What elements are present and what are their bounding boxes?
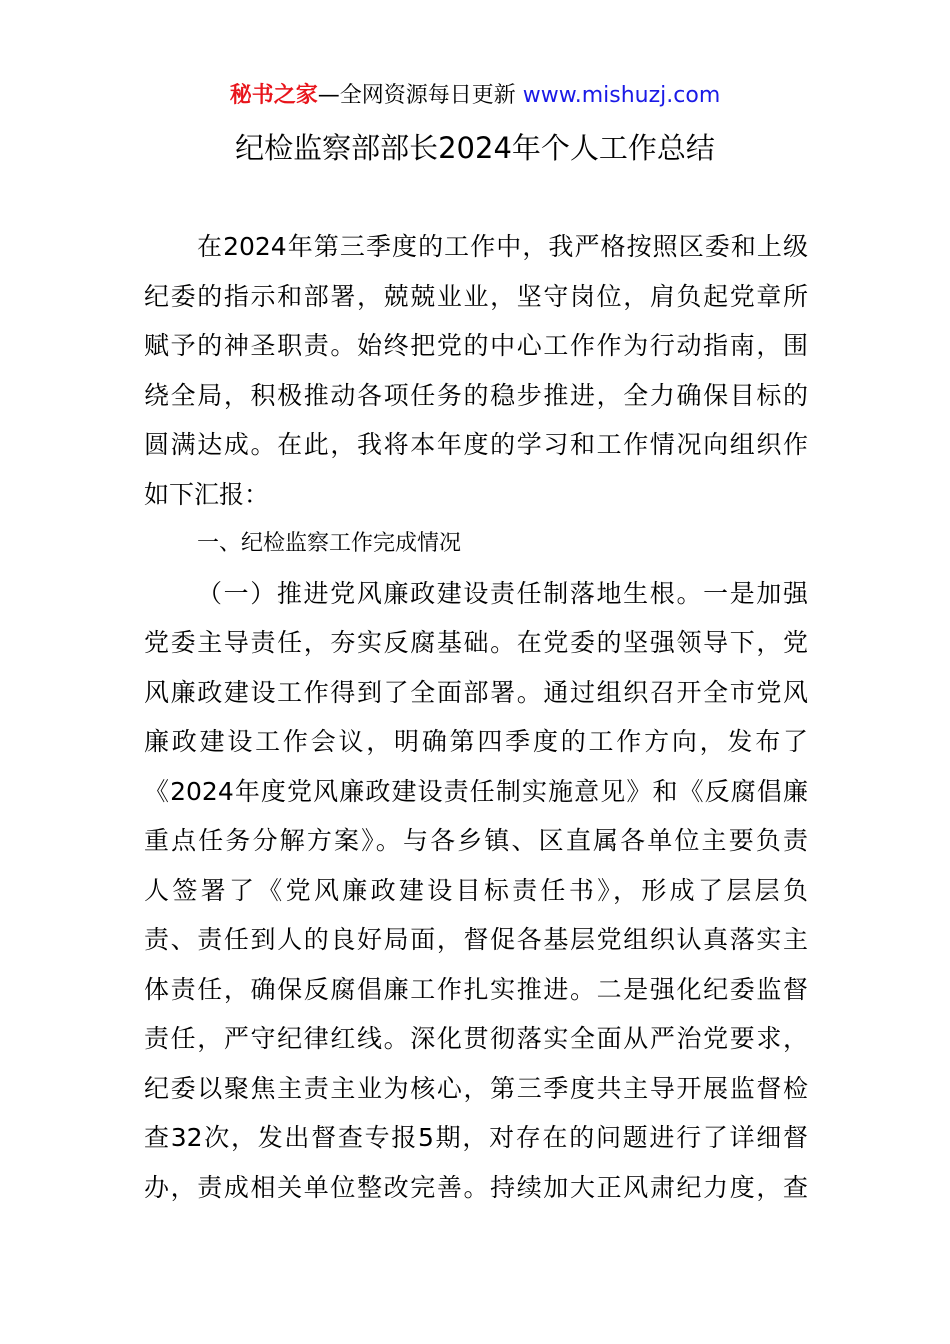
paragraph-line: 党委主导责任，夯实反腐基础。在党委的坚强领导下，党 [144, 628, 808, 657]
paragraph-line: 责任，严守纪律红线。深化贯彻落实全面从严治党要求， [144, 1024, 808, 1053]
brand-name: 秘书之家 [229, 83, 318, 108]
paragraph-line: 赋予的神圣职责。始终把党的中心工作作为行动指南，围 [144, 331, 808, 360]
paragraph-line: 人签署了《党风廉政建设目标责任书》，形成了层层负 [144, 875, 808, 905]
paragraph-line: 廉政建设工作会议，明确第四季度的工作方向，发布了 [144, 727, 808, 756]
paragraph-line: 绕全局，积极推动各项任务的稳步推进，全力确保目标的 [144, 380, 808, 410]
site-url[interactable]: www.mishuzj.com [522, 83, 721, 108]
paragraph-line: （一）推进党风廉政建设责任制落地生根。一是加强 [197, 578, 808, 608]
paragraph-line: 办，责成相关单位整改完善。持续加大正风肃纪力度，查 [144, 1172, 808, 1202]
paragraph-line: 体责任，确保反腐倡廉工作扎实推进。二是强化纪委监督 [144, 974, 808, 1004]
paragraph-line: 风廉政建设工作得到了全面部署。通过组织召开全市党风 [144, 677, 808, 707]
paragraph-line: 《2024年度党风廉政建设责任制实施意见》和《反腐倡廉 [144, 776, 808, 806]
paragraph-line: 如下汇报： [144, 479, 270, 509]
paragraph-line: 纪委以聚焦主责主业为核心，第三季度共主导开展监督检 [144, 1073, 808, 1103]
section-heading: 一、纪检监察工作完成情况 [197, 531, 462, 556]
paragraph-line: 纪委的指示和部署，兢兢业业，坚守岗位，肩负起党章所 [144, 281, 808, 311]
paragraph-line: 重点任务分解方案》。与各乡镇、区直属各单位主要负责 [144, 826, 808, 855]
site-header [0, 80, 950, 112]
paragraph-line: 查32次，发出督查专报5期，对存在的问题进行了详细督 [144, 1123, 808, 1152]
paragraph-line: 圆满达成。在此，我将本年度的学习和工作情况向组织作 [144, 430, 808, 459]
paragraph-line: 责、责任到人的良好局面，督促各基层党组织认真落实主 [144, 925, 808, 954]
document-title: 纪检监察部部长2024年个人工作总结 [235, 131, 715, 165]
header-tagline: —全网资源每日更新 [317, 83, 523, 108]
paragraph-line: 在2024年第三季度的工作中，我严格按照区委和上级 [197, 232, 808, 261]
document-body [144, 222, 808, 1212]
